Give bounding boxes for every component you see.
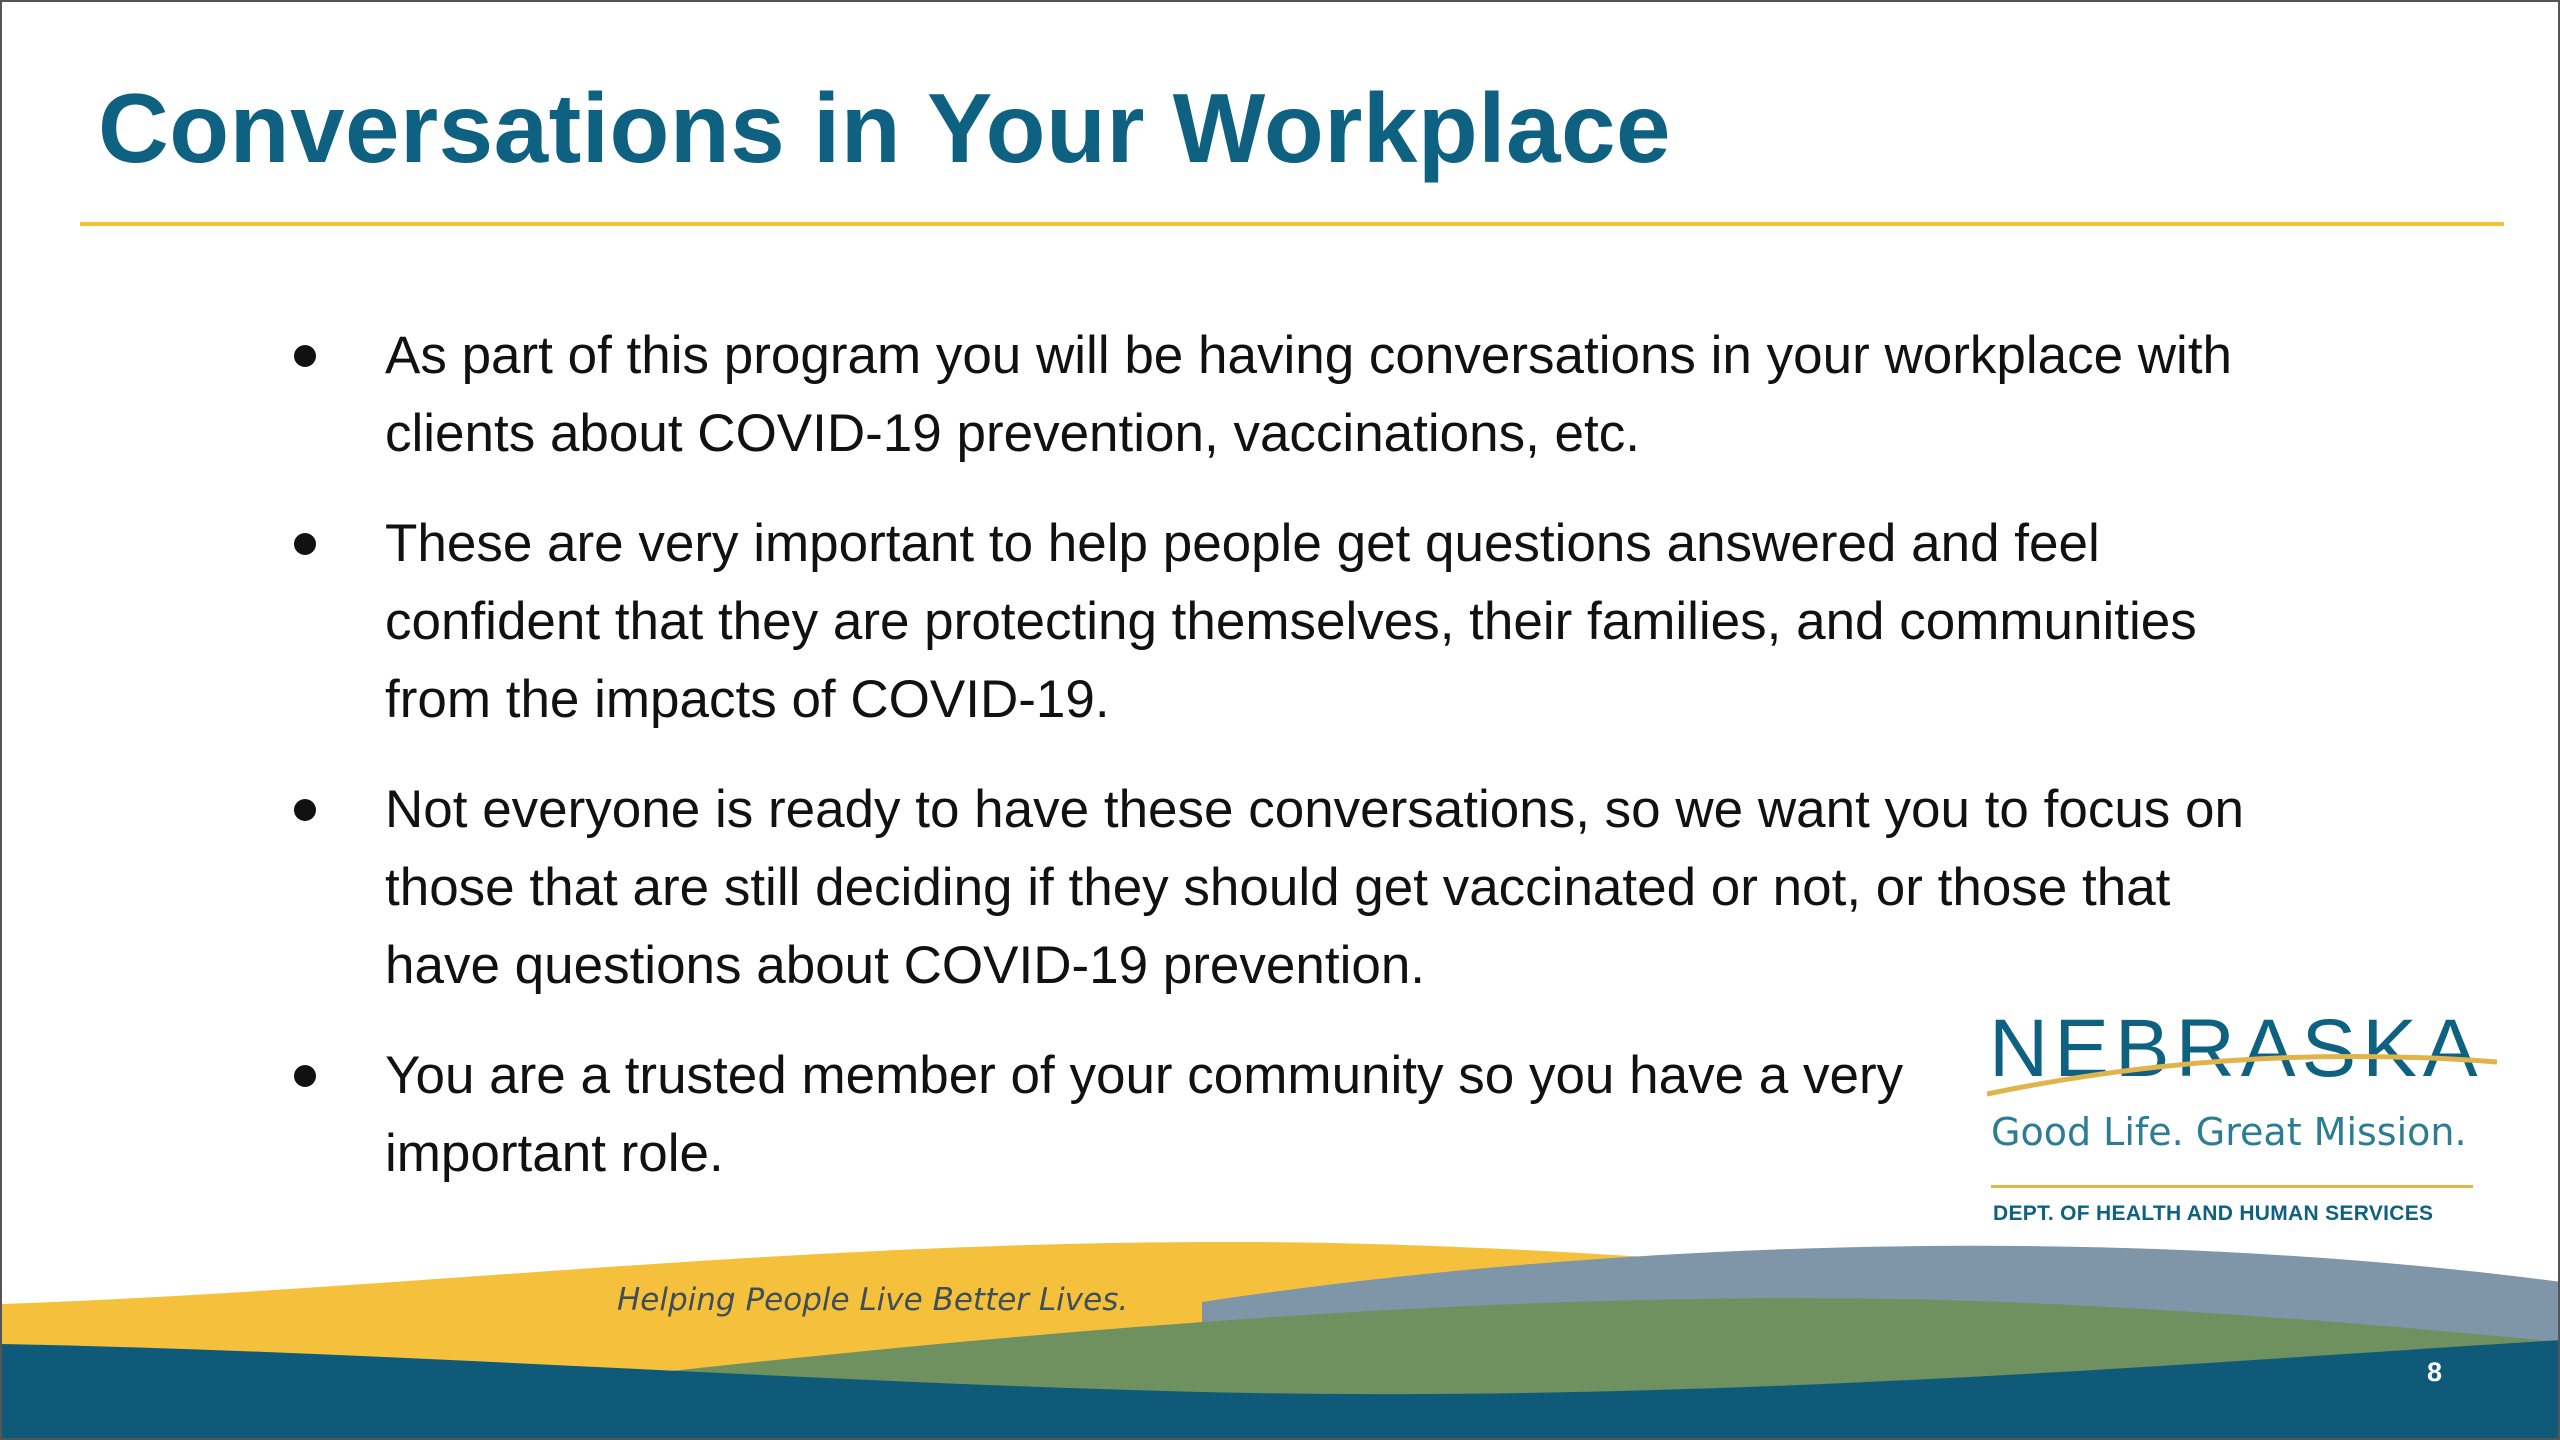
bullet-item [292, 505, 2292, 739]
bullet-dot-icon [294, 1065, 316, 1087]
bullet-item [292, 771, 2292, 1005]
logo-swoosh-icon [1987, 1032, 2507, 1112]
bullet-dot-icon [294, 345, 316, 367]
logo-divider [1991, 1185, 2473, 1188]
slide-title: Conversations in Your Workplace [98, 73, 1672, 183]
footer-slogan: Helping People Live Better Lives. [617, 1282, 1129, 1318]
footer-waves [2, 1222, 2560, 1440]
bullet-item [292, 317, 2292, 473]
nebraska-dhhs-logo [1987, 1002, 2507, 1242]
logo-tagline: Good Life. Great Mission. [1991, 1110, 2467, 1154]
bullet-dot-icon [294, 533, 316, 555]
bullet-text: These are very important to help people get questions answered and feel confident that they are protecting themselves, their families, and communities from the impacts of COVID-19. [385, 514, 2197, 729]
bullet-dot-icon [294, 799, 316, 821]
page-number: 8 [2427, 1357, 2443, 1387]
bullet-text: Not everyone is ready to have these conversations, so we want you to focus on those that are still deciding if they should get vaccinated or not, or those that have questions about COVID-19 prevention. [385, 780, 2244, 995]
title-divider [80, 222, 2504, 226]
bullet-text: You are a trusted member of your community so you have a very important role. [385, 1046, 1904, 1183]
bullet-text: As part of this program you will be having conversations in your workplace with clients about COVID-19 prevention, vaccinations, etc. [385, 326, 2233, 463]
logo-wordmark: NEBRASKA [1989, 1003, 2484, 1094]
logo-department: DEPT. OF HEALTH AND HUMAN SERVICES [1993, 1202, 2434, 1225]
